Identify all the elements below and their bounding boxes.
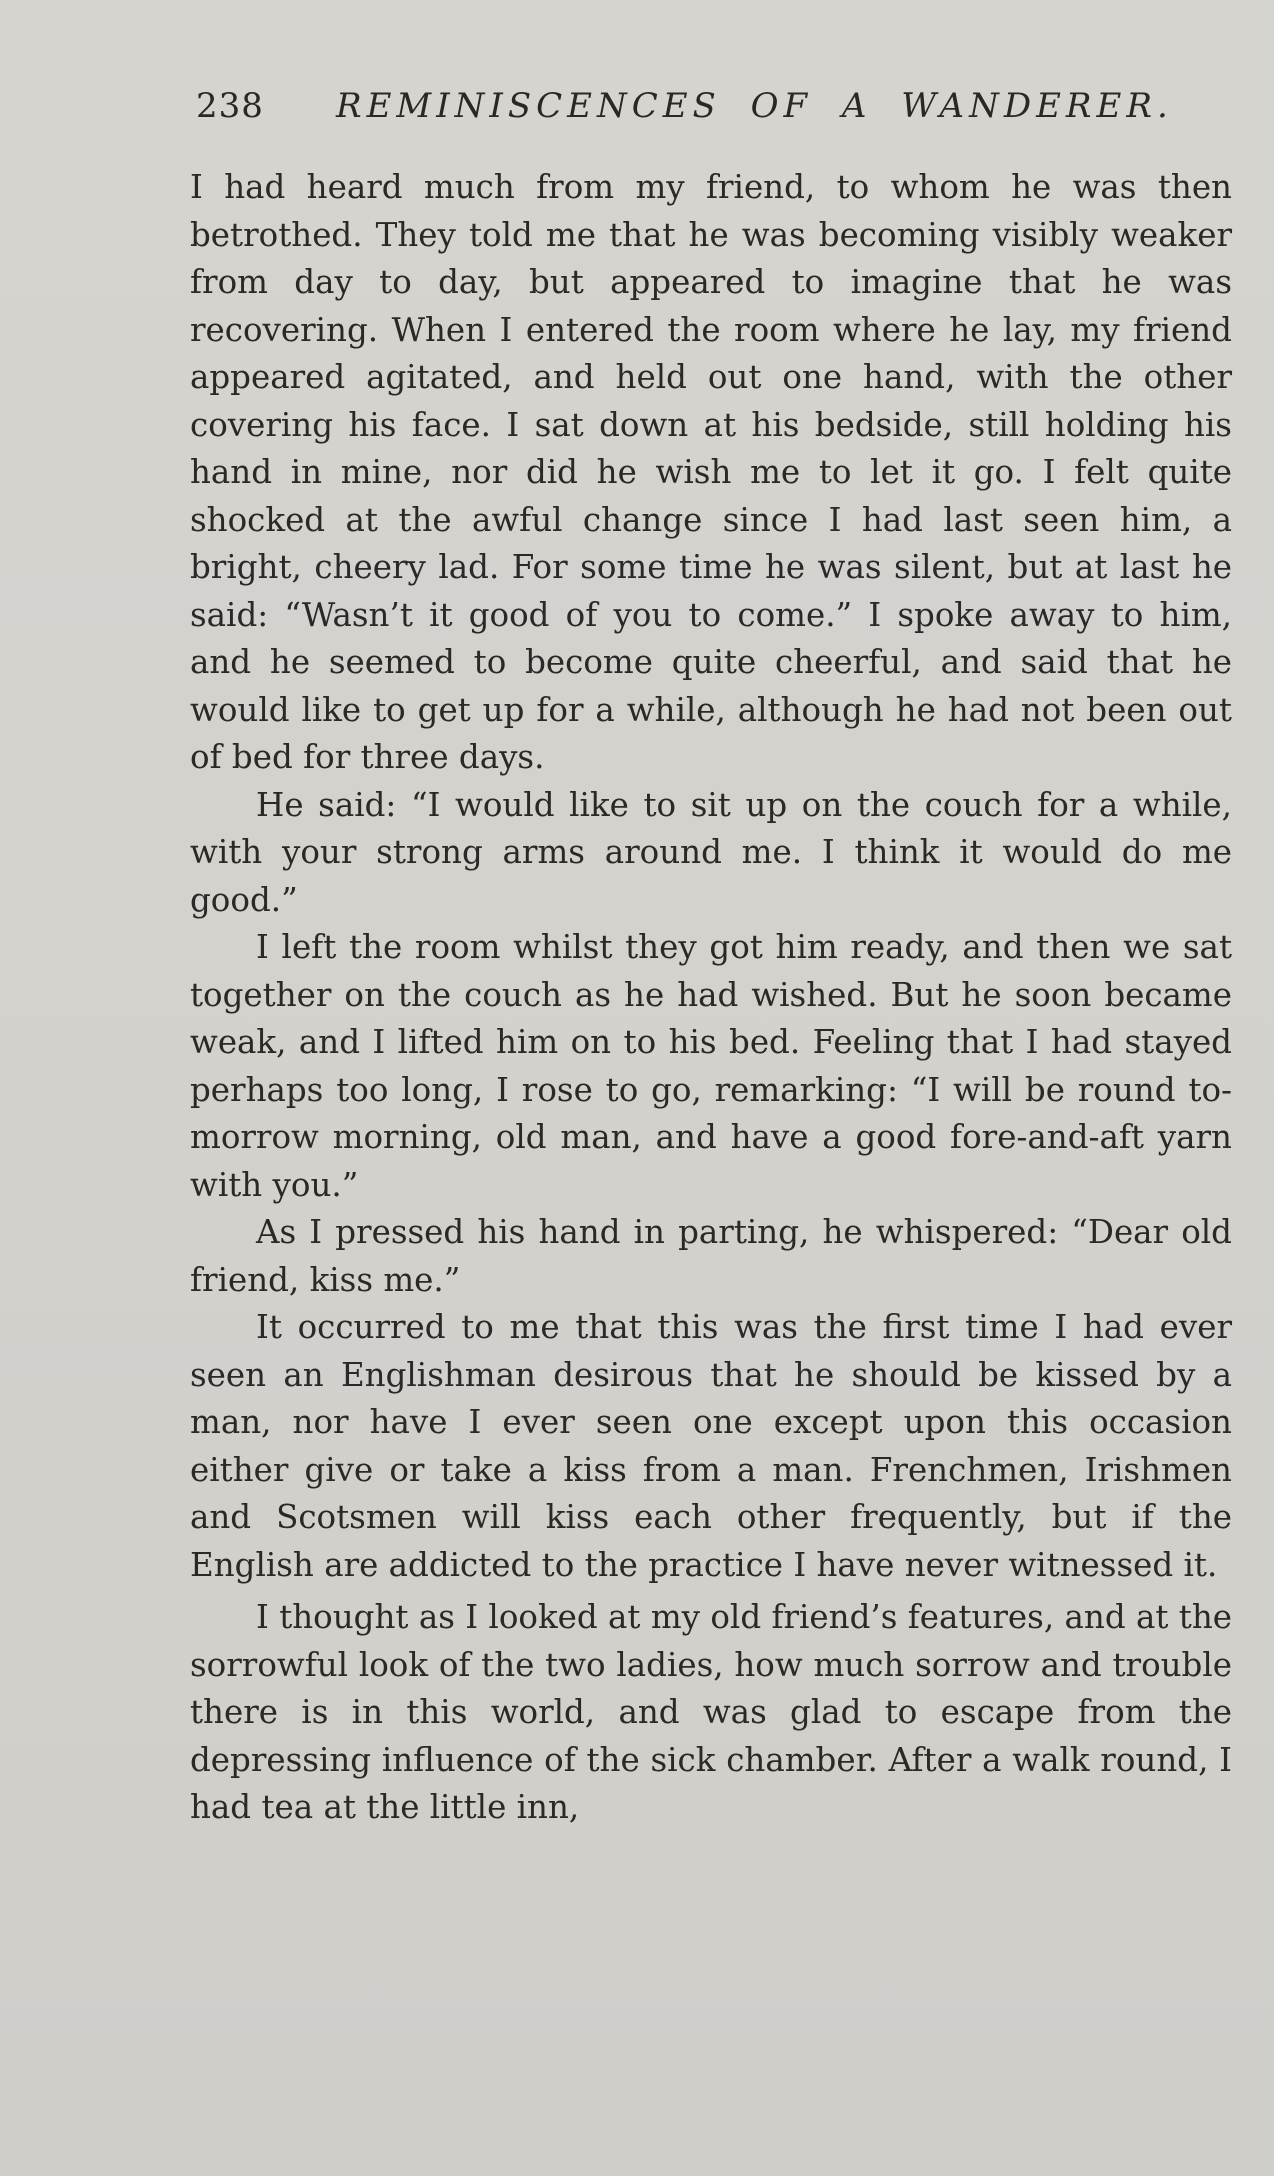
paragraph-6: I thought as I looked at my old friend’s features, and at the sorrowful look of the two ladies, how much sorrow and trouble there is in this world, and was glad to escape from the depressing influence of the sick chamber. After a walk round, I had tea at the little inn, bbox=[190, 1598, 1232, 1826]
paragraph-3: I left the room whilst they got him ready, and then we sat together on the couch as he had wished. But he soon became weak, and I lifted him on to his bed. Feeling that I had stayed perhaps too long, I rose to go, remarking: “I will be round to-morrow morning, old man, and have a good fore-and-aft yarn with you.” bbox=[190, 928, 1232, 1204]
paragraph-1: I had heard much from my friend, to whom he was then betrothed. They told me that he was becoming visibly weaker from day to day, but appeared to imagine that he was recovering. When I entered the room where he lay, my friend appeared agitated, and held out one hand, with the other covering his face. I sat down at his bedside, still holding his hand in mine, nor did he wish me to let it go. I felt quite shocked at the awful change since I had last seen him, a bright, cheery lad. For some time he was silent, but at last he said: “Wasn’t it good of you to come.” I spoke away to him, and he seemed to become quite cheerful, and said that he would like to get up for a while, although he had not been out of bed for three days. bbox=[190, 168, 1232, 776]
paragraph-5: It occurred to me that this was the first time I had ever seen an Englishman desirous that he should be kissed by a man, nor have I ever seen one except upon this occasion either give or take a kiss from a man. Frenchmen, Irishmen and Scotsmen will kiss each other frequently, but if the English are addicted to the practice I have never witnessed it. bbox=[190, 1308, 1232, 1584]
running-title: REMINISCENCES OF A WANDERER. bbox=[336, 86, 1173, 126]
body-text bbox=[190, 164, 1232, 1832]
paragraph-4: As I pressed his hand in parting, he whispered: “Dear old friend, kiss me.” bbox=[190, 1213, 1232, 1299]
page-header bbox=[196, 82, 1236, 130]
paragraph-2: He said: “I would like to sit up on the couch for a while, with your strong arms around me. I think it would do me good.” bbox=[190, 785, 1232, 919]
page-number: 238 bbox=[196, 86, 264, 126]
